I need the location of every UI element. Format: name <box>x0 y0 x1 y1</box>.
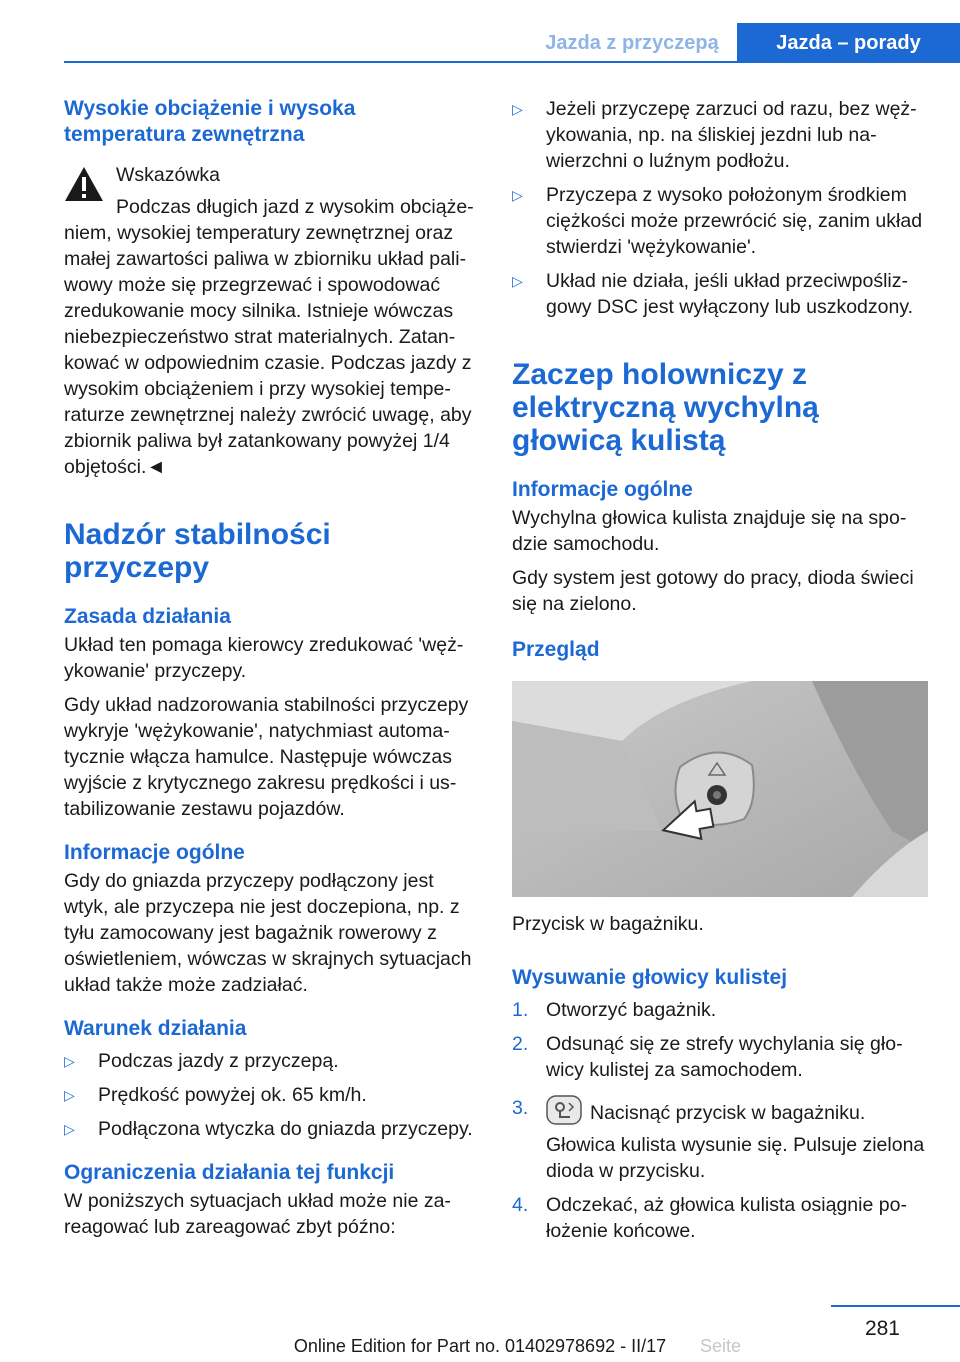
list-item: ▷ Podłączona wtyczka do gniazda przyczepy. <box>64 1118 473 1140</box>
heading-trailer-stability: Nadzór stabilności przyczepy <box>64 518 331 584</box>
warning-title: Wskazówka <box>116 164 221 186</box>
step-item: 2. Odsunąć się ze strefy wychylania się głowicy kulistej za samochodem. <box>512 1033 903 1081</box>
paragraph-principle-2: Gdy układ nadzorowania stabilności przyczepy wykryje 'wężykowanie', natychmiast automatycznie włącza hamulce. Następuje wówczas wyjście z krytycznego zakresu prędkości i ustabilizowanie zestawu pojazdów. <box>64 694 469 820</box>
bullet-triangle-icon: ▷ <box>64 1121 75 1137</box>
paragraph-general-info: Gdy do gniazda przyczepy podłączony jest wtyk, ale przyczepa nie jest doczepiona, np. z tyłu zamocowany jest bagażnik rowerowy z oświetleniem, wówczas w skrajnych sytuacjach układ także może zadziałać. <box>64 870 472 996</box>
paragraph-hitch-location: Wychylna głowica kulista znajduje się na spodzie samochodu. <box>512 507 907 555</box>
list-item: ▷ Prędkość powyżej ok. 65 km/h. <box>64 1084 367 1106</box>
photo-caption: Przycisk w bagażniku. <box>512 913 704 935</box>
heading-principle: Zasada działania <box>64 605 231 628</box>
list-item: ▷ Układ nie działa, jeśli układ przeciwpoślizgowy DSC jest wyłączony lub uszkodzony. <box>512 270 914 318</box>
heading-limitations: Ograniczenia działania tej funkcji <box>64 1161 395 1184</box>
trailer-hitch-button-icon <box>546 1095 582 1125</box>
heading-general-info-2: Informacje ogólne <box>512 478 693 501</box>
edition-footer: Online Edition for Part no. 01402978692 - II/17 <box>293 1336 667 1356</box>
watermark: Seite <box>700 1336 742 1356</box>
heading-operating-condition: Warunek działania <box>64 1017 247 1040</box>
header-rule <box>64 61 960 63</box>
heading-overview: Przegląd <box>512 638 600 661</box>
heading-tow-hitch: Zaczep holowniczy z elektryczną wychylną głowicą kulistą <box>512 358 819 457</box>
left-column <box>64 96 480 1240</box>
step-3-note: Głowica kulista wysunie się. Pulsuje zielona dioda w przycisku. <box>546 1134 925 1182</box>
paragraph-led-status: Gdy system jest gotowy do pracy, dioda świeci się na zielono. <box>512 567 914 615</box>
step-item: 1. Otworzyć bagażnik. <box>512 999 717 1021</box>
list-item: ▷ Przyczepa z wysoko położonym środkiem ciężkości może przewrócić się, zanim układ stwierdzi 'wężykowanie'. <box>512 184 923 258</box>
bullet-triangle-icon: ▷ <box>512 101 523 117</box>
warning-triangle-icon <box>64 166 104 202</box>
heading-high-load: Wysokie obciążenie i wysoka temperatura zewnętrzna <box>64 97 356 146</box>
paragraph-principle-1: Układ ten pomaga kierowcy zredukować 'wężykowanie' przyczepy. <box>64 634 464 682</box>
bullet-triangle-icon: ▷ <box>64 1053 75 1069</box>
bullet-triangle-icon: ▷ <box>512 273 523 289</box>
bullet-triangle-icon: ▷ <box>512 187 523 203</box>
heading-extend-ball: Wysuwanie głowicy kulistej <box>512 966 788 989</box>
chapter-tab-driving-tips: Jazda – porady <box>737 23 960 63</box>
right-column <box>512 96 928 1244</box>
paragraph-limitations: W poniższych sytuacjach układ może nie zareagować lub zareagować zbyt późno: <box>64 1190 451 1238</box>
list-item: ▷ Podczas jazdy z przyczepą. <box>64 1050 339 1072</box>
trunk-button-photo <box>512 681 928 897</box>
warning-note <box>64 162 480 188</box>
list-item: ▷ Jeżeli przyczepę zarzuci od razu, bez wężykowania, np. na śliskiej jezdni lub nawierzchni o luźnym podłożu. <box>512 98 917 172</box>
bullet-triangle-icon: ▷ <box>64 1087 75 1103</box>
step-item: 4. Odczekać, aż głowica kulista osiągnie położenie końcowe. <box>512 1194 907 1242</box>
section-tab-towing: Jazda z przyczepą <box>545 32 719 54</box>
heading-general-info: Informacje ogólne <box>64 841 245 864</box>
footer-rule <box>831 1305 960 1307</box>
page-number: 281 <box>864 1317 900 1340</box>
step-item: 3. Nacisnąć przycisk w bagażniku. <box>512 1097 866 1124</box>
warning-text: Podczas długich jazd z wysokim obciążeniem, wysokiej temperatury zewnętrznej oraz małej zawartości paliwa w zbiorniku układ paliwowy może się przegrzewać i spowodować zredukowanie mocy silnika. Istnieje wówczas niebezpieczeństwo strat materialnych. Zatankować w odpowiednim czasie. Podczas jazdy z wysokim obciążeniem i przy wysokiej temperaturze zewnętrznej należy zwrócić uwagę, aby zbiornik paliwa był zatankowany powyżej 1/4 objętości.◄ <box>64 196 474 478</box>
